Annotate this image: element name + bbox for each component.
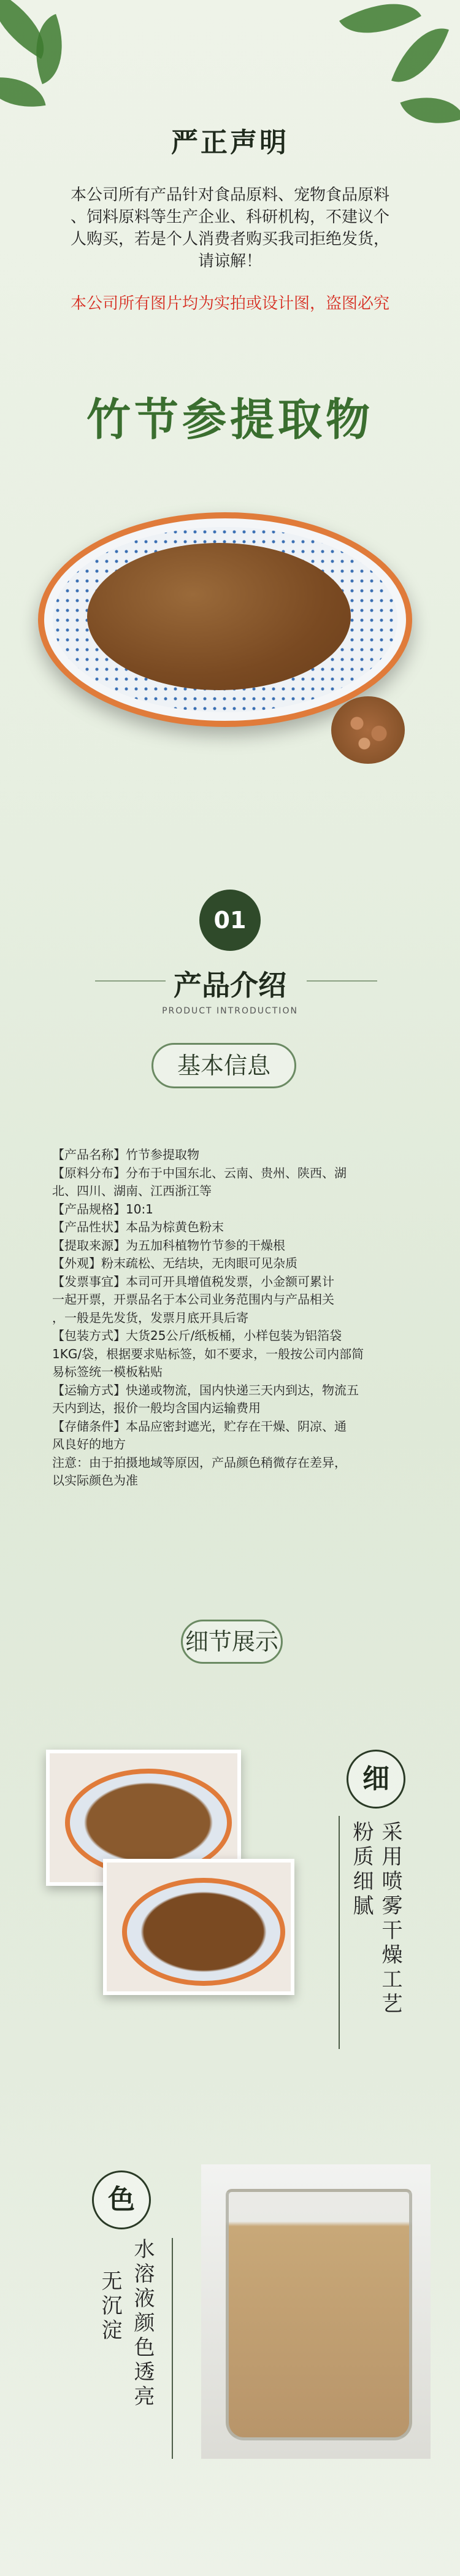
notice-warning: 本公司所有图片均为实拍或设计图，盗图必究 — [70, 294, 389, 313]
leaf-decoration — [391, 17, 449, 93]
detail-pill: 细节展示 — [181, 1620, 283, 1664]
spec-line: 【包装方式】大货25公斤/纸板桶，小样包装为铝箔袋 — [52, 1328, 342, 1343]
spec-line: 【存储条件】本品应密封遮光，贮存在干燥、阴凉、通 — [52, 1418, 347, 1434]
detail-vline — [339, 1816, 340, 2049]
detail-photo-2 — [103, 1859, 294, 1995]
leaf-decoration — [0, 69, 46, 115]
spec-line: 一起开票，开票品名于本公司业务范围内与产品相关 — [52, 1292, 334, 1307]
spec-line: 【外观】粉末疏松、无结块，无肉眼可见杂质 — [52, 1256, 297, 1271]
section-subtitle: PRODUCT INTRODUCTION — [162, 1006, 298, 1016]
detail-col-1: 水溶液颜色透亮 — [130, 2238, 155, 2410]
notice-text — [58, 184, 402, 272]
notice-line: 人购买，若是个人消费者购买我司拒绝发货， — [70, 230, 389, 248]
spec-line: 【产品名称】竹节参提取物 — [52, 1147, 199, 1162]
basic-info-pill: 基本信息 — [151, 1043, 296, 1088]
product-image — [38, 512, 412, 727]
spec-line: 1KG/袋，根据要求贴标签，如不要求，一般按公司内部简 — [52, 1346, 364, 1361]
notice-line: 、饲料原料等生产企业、科研机构，不建议个 — [70, 208, 389, 226]
spec-line: 以实际颜色为准 — [52, 1473, 138, 1488]
spec-line: 北、四川、湖南、江西浙江等 — [52, 1183, 212, 1198]
spec-line: ，一般是先发货，发票月底开具后寄 — [52, 1310, 248, 1325]
detail-char-circle: 色 — [92, 2170, 151, 2229]
solution-image — [201, 2164, 431, 2459]
powder — [87, 543, 351, 690]
beaker — [226, 2189, 412, 2440]
notice-line: 本公司所有产品针对食品原料、宠物食品原料 — [70, 186, 389, 204]
spec-line: 【发票事宜】本司可开具增值税发票，小金额可累计 — [52, 1274, 334, 1289]
spec-line: 【提取来源】为五加科植物竹节参的干燥根 — [52, 1237, 285, 1253]
detail-char-circle: 细 — [347, 1750, 405, 1809]
leaf-decoration — [339, 0, 421, 53]
bowl-image — [122, 1878, 285, 1986]
spec-line: 【原料分布】分布于中国东北、云南、贵州、陕西、湖 — [52, 1165, 347, 1180]
product-title: 竹节参提取物 — [86, 394, 374, 445]
spec-line: 天内到达，报价一般均含国内运输费用 — [52, 1401, 261, 1415]
detail-col-2: 无沉淀 — [98, 2270, 122, 2343]
notice-line: 请谅解！ — [197, 252, 262, 271]
spec-list — [52, 1146, 420, 1490]
root-slices-image — [331, 696, 405, 764]
detail-vline — [172, 2238, 173, 2459]
spec-line: 【产品规格】10:1 — [52, 1201, 153, 1217]
section-title: 产品介绍 — [174, 969, 286, 1002]
section-number: 01 — [199, 890, 261, 951]
detail-col-1: 采用喷雾干燥工艺 — [378, 1821, 402, 2017]
spec-line: 【运输方式】快递或物流，国内快递三天内到达，物流五 — [52, 1382, 359, 1398]
spec-line: 注意：由于拍摄地域等原因，产品颜色稍微存在差异， — [52, 1455, 347, 1470]
spec-line: 易标签统一模板粘贴 — [52, 1364, 163, 1379]
notice-title: 严正声明 — [171, 127, 289, 158]
spec-line: 风良好的地方 — [52, 1437, 126, 1451]
spec-line: 【产品性状】本品为棕黄色粉末 — [52, 1220, 224, 1234]
detail-col-2: 粉质细腻 — [349, 1821, 374, 1919]
